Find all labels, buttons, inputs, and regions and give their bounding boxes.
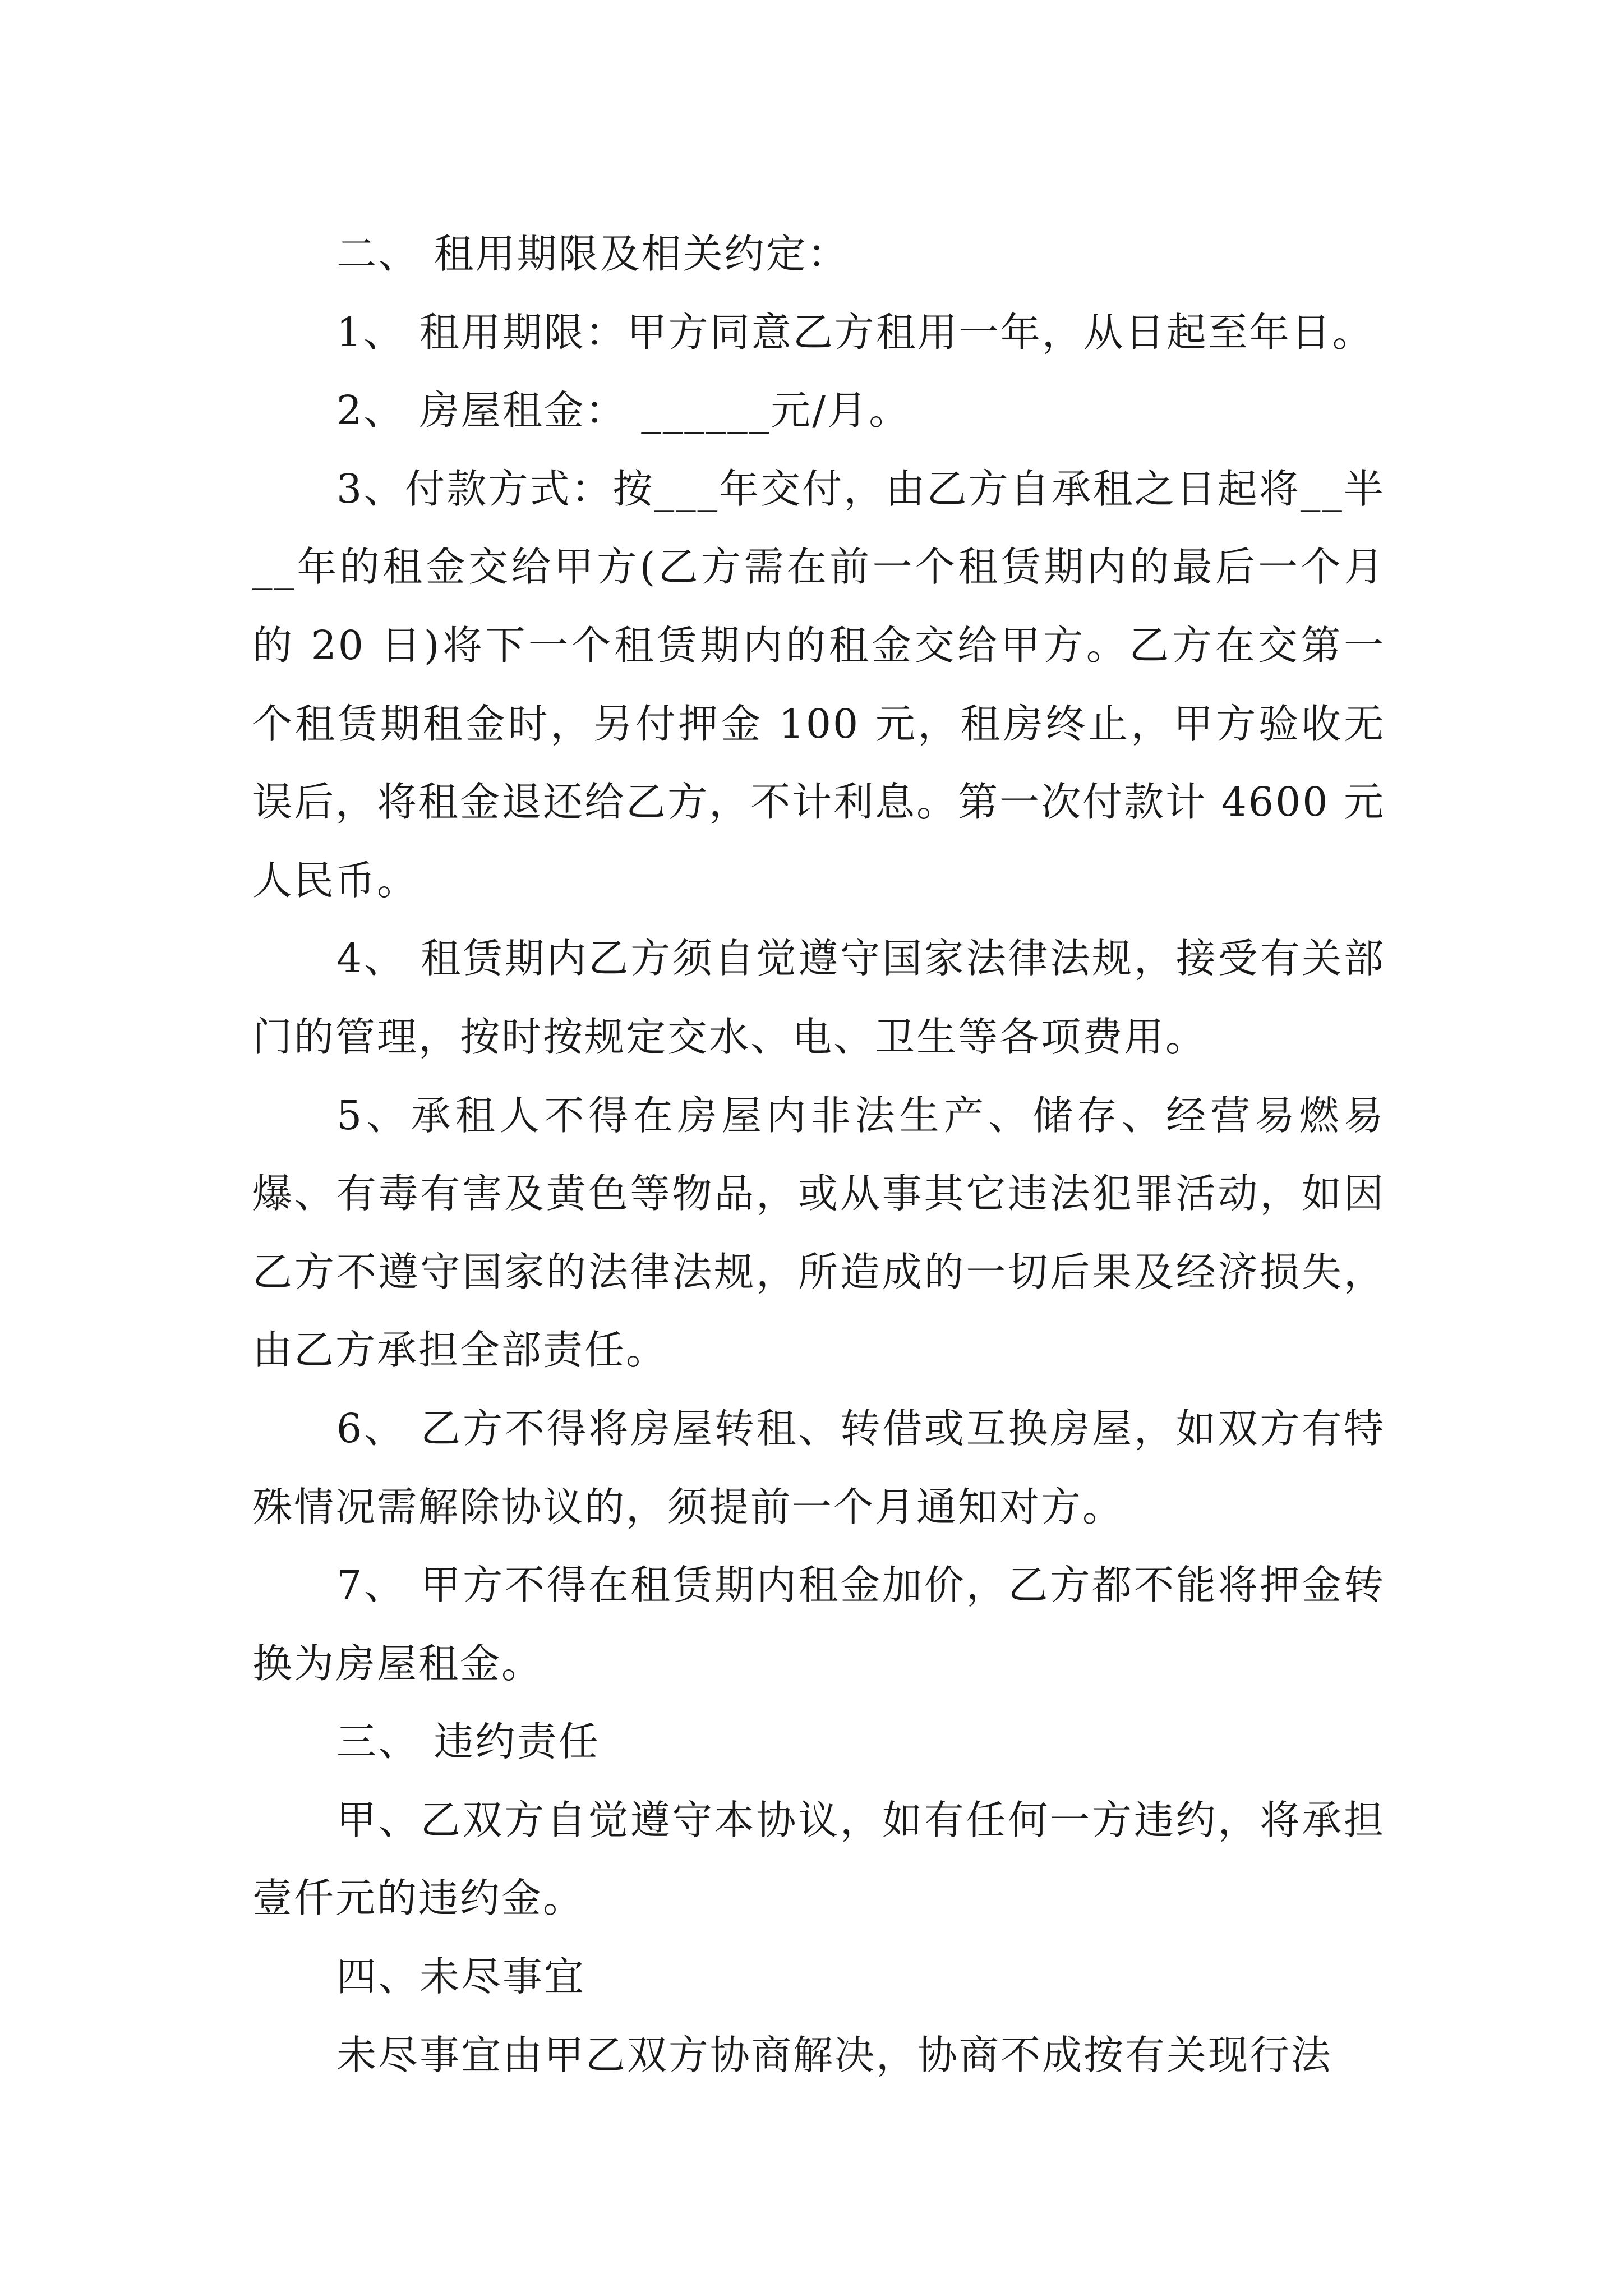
section-heading-lease-term: 二、 租用期限及相关约定：	[336, 231, 849, 277]
clause-7-rent-increase: 7、 甲方不得在租赁期内租金加价，乙方都不能将押金转换为房屋租金。	[252, 1562, 1385, 1687]
clause-3-payment: 3、付款方式：按___年交付，由乙方自承租之日起将__半__年的租金交给甲方(乙方需在前一个租赁期内的最后一个月的 20 日)将下一个租赁期内的租金交给甲方。乙方在交第一个租赁期租金时，另付押金 100 元，租房终止，甲方验收无误后，将租金退还给乙方，不计利息。第一次付款计 4600 元人民币。	[252, 465, 1385, 904]
clause-2-rent: 2、 房屋租金： ______元/月。	[336, 387, 911, 434]
document-body	[252, 215, 1385, 2094]
section-heading-breach: 三、 违约责任	[336, 1718, 600, 1765]
clause-4-compliance: 4、 租赁期内乙方须自觉遵守国家法律法规，接受有关部门的管理，按时按规定交水、电、卫生等各项费用。	[252, 935, 1385, 1060]
section-heading-other-matters: 四、未尽事宜	[336, 1953, 586, 2000]
clause-1-lease-period: 1、 租用期限：甲方同意乙方租用一年，从日起至年日。	[336, 309, 1374, 356]
clause-6-sublease: 6、 乙方不得将房屋转租、转借或互换房屋，如双方有特殊情况需解除协议的，须提前一个月通知对方。	[252, 1405, 1385, 1530]
breach-clause: 甲、乙双方自觉遵守本协议，如有任何一方违约，将承担壹仟元的违约金。	[252, 1796, 1385, 1922]
other-matters-clause: 未尽事宜由甲乙双方协商解决，协商不成按有关现行法	[336, 2031, 1333, 2078]
clause-5-prohibited-use: 5、承租人不得在房屋内非法生产、储存、经营易燃易爆、有毒有害及黄色等物品，或从事其它违法犯罪活动，如因乙方不遵守国家的法律法规，所造成的一切后果及经济损失，由乙方承担全部责任。	[252, 1092, 1385, 1374]
